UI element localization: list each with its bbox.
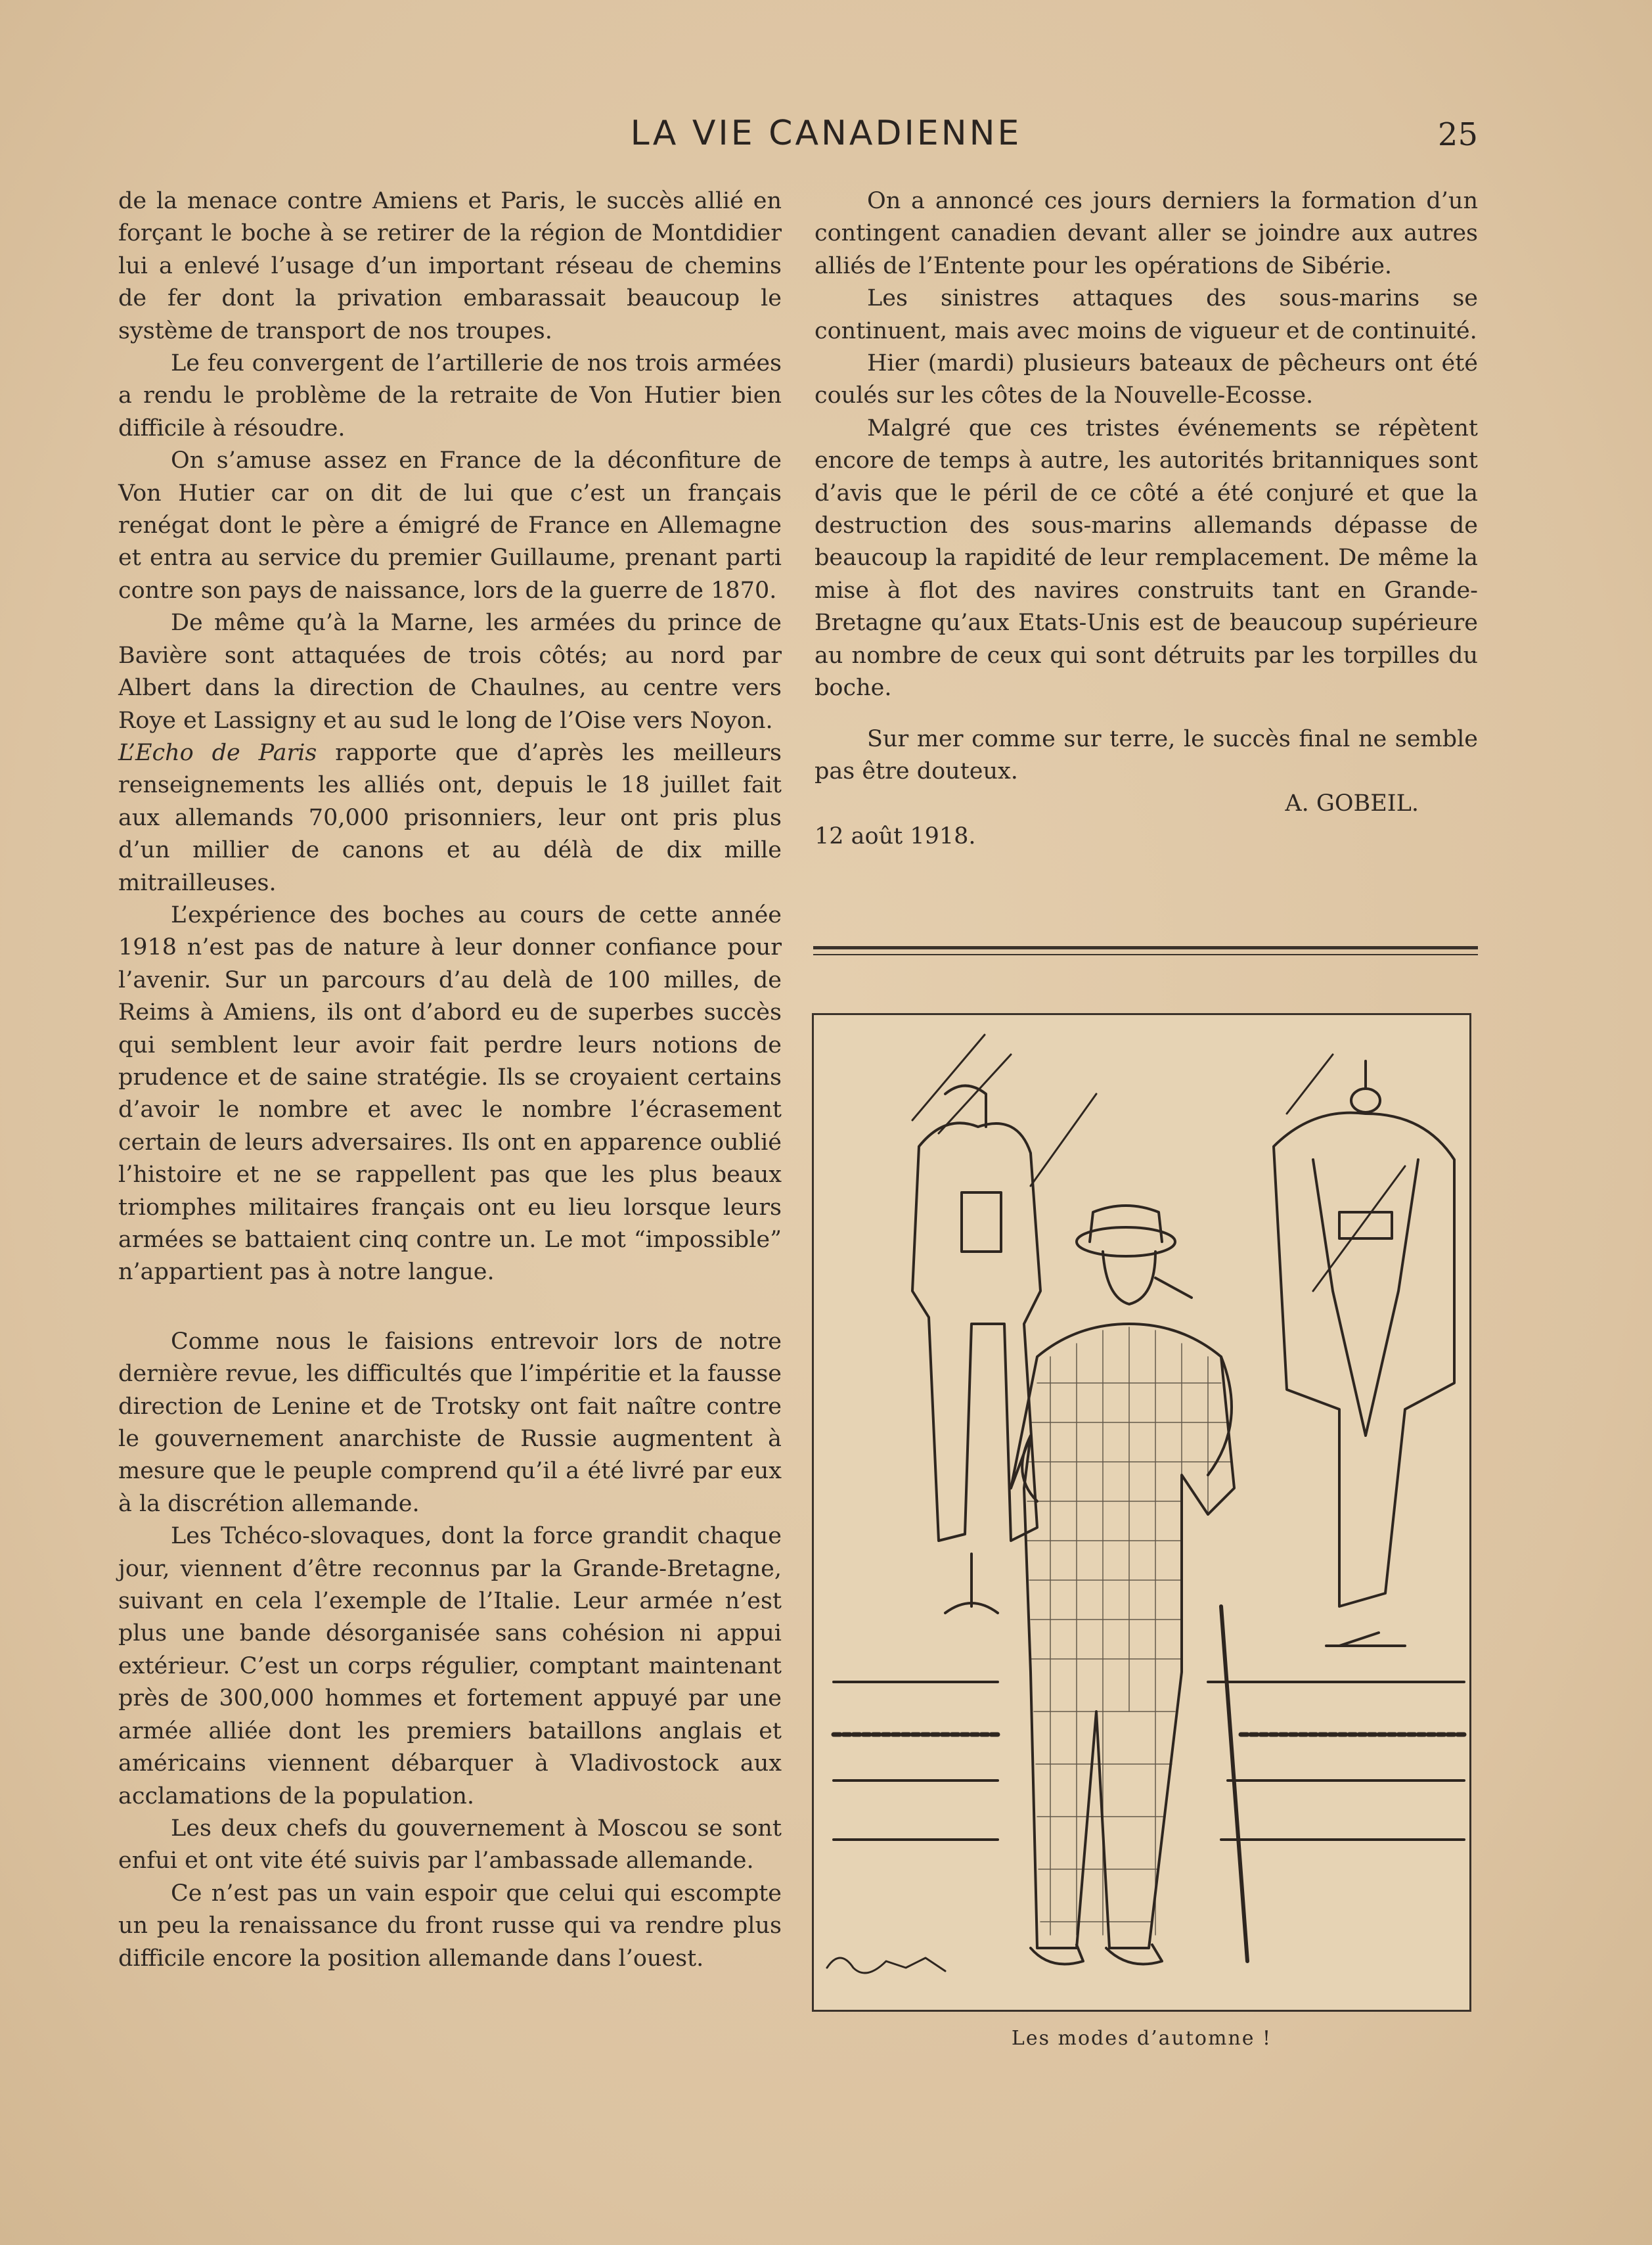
publication-name: L’Echo de Paris (118, 739, 317, 766)
paragraph: Le feu convergent de l’artillerie de nos trois armées a rendu le problème de la retraite de Von Hutier bien difficile à résoudre. (118, 350, 782, 442)
section-rule (813, 946, 1478, 949)
paragraph: Hier (mardi) plusieurs bateaux de pêcheurs ont été coulés sur les côtes de la Nouvelle-Ecosse. (815, 350, 1478, 409)
paragraph: Ce n’est pas un vain espoir que celui qui escompte un peu la renaissance du front russe qui va rendre plus difficile encore la position allemande dans l’ouest. (118, 1880, 782, 1972)
right-column (815, 185, 1478, 853)
page-number: 25 (1437, 116, 1478, 153)
cartoon-drawing (814, 1015, 1469, 2010)
paragraph: Comme nous le faisions entrevoir lors de notre dernière revue, les difficultés que l’impéritie et la fausse direction de Lenine et de Trotsky ont fait naître contre le gouvernement anarchiste de Russie augmentent à mesure que le peuple comprend qu’il a été livré par eux à la discrétion allemande. (118, 1328, 782, 1517)
paragraph: Les sinistres attaques des sous-marins se continuent, mais avec moins de vigueur et de continuité. (815, 285, 1478, 344)
section-gap (118, 1289, 782, 1326)
paragraph: Les deux chefs du gouvernement à Moscou se sont enfui et ont vite été suivis par l’ambassade allemande. (118, 1815, 782, 1874)
paragraph: De même qu’à la Marne, les armées du prince de Bavière sont attaquées de trois côtés; au nord par Albert dans la direction de Chaulnes, au centre vers Roye et Lassigny et au sud le long de l’Oise vers Noyon. (118, 610, 782, 734)
paragraph (118, 737, 782, 899)
paragraph: Sur mer comme sur terre, le succès final ne semble pas être douteux. (815, 725, 1478, 784)
left-column (118, 185, 782, 1975)
author-signature: A. GOBEIL. (1285, 790, 1419, 817)
running-head: LA VIE CANADIENNE (630, 114, 1022, 153)
cartoon-illustration (812, 1013, 1471, 2012)
section-gap (815, 705, 1478, 723)
paragraph: Malgré que ces tristes événements se répètent encore de temps à autre, les autorités britanniques sont d’avis que le péril de ce côté a été conjuré et que la destruction des sous-marins allemands dépasse de beaucoup la rapidité de leur remplacement. De même la mise à flot des navires construits tant en Grande-Bretagne qu’aux Etats-Unis est de beaucoup supérieure au nombre de ceux qui sont détruits par les torpilles du boche. (815, 415, 1478, 702)
paragraph: de la menace contre Amiens et Paris, le succès allié en forçant le boche à se retirer de la région de Montdidier lui a enlevé l’usage d’un important réseau de chemins de fer dont la privation embarassait beaucoup le système de transport de nos troupes. (118, 188, 782, 344)
paragraph: Les Tchéco-slovaques, dont la force grandit chaque jour, viennent d’être reconnus par la Grande-Bretagne, suivant en cela l’exemple de l’Italie. Leur armée n’est plus une bande désorganisée sans cohésion ni appui extérieur. C’est un corps régulier, comptant maintenant près de 300,000 hommes et fortement appuyé par une armée alliée dont les premiers bataillons anglais et américains viennent débarquer à Vladivostock aux acclamations de la population. (118, 1523, 782, 1809)
paragraph: On s’amuse assez en France de la déconfiture de Von Hutier car on dit de lui que c’est un français renégat dont le père a émigré de France en Allemagne et entra au service du premier Guillaume, prenant parti contre son pays de naissance, lors de la guerre de 1870. (118, 447, 782, 604)
dateline: 12 août 1918. (815, 823, 976, 850)
section-rule-thin (813, 954, 1478, 955)
paragraph: L’expérience des boches au cours de cette année 1918 n’est pas de nature à leur donner confiance pour l’avenir. Sur un parcours d’au delà de 100 milles, de Reims à Amiens, ils ont d’abord eu de superbes succès qui semblent leur avoir fait perdre leurs notions de prudence et de saine stratégie. Ils se croyaient certains d’avoir le nombre et avec le nombre l’écrasement certain de leurs adversaires. Ils ont en apparence oublié l’histoire et ne se rappellent pas que les plus beaux triomphes militaires français ont eu lieu lorsque leurs armées se battaient cinq contre un. Le mot “impossible” n’appartient pas à notre langue. (118, 901, 782, 1286)
illustration-caption: Les modes d’automne ! (1011, 2027, 1272, 2050)
paragraph-text: rapporte que d’après les meilleurs renseignements les alliés ont, depuis le 18 juillet fait aux allemands 70,000 prisonniers, leur ont pris plus d’un millier de canons et au délà de dix mille mitrailleuses. (118, 739, 782, 896)
paragraph: On a annoncé ces jours derniers la formation d’un contingent canadien devant aller se joindre aux autres alliés de l’Entente pour les opérations de Sibérie. (815, 188, 1478, 279)
